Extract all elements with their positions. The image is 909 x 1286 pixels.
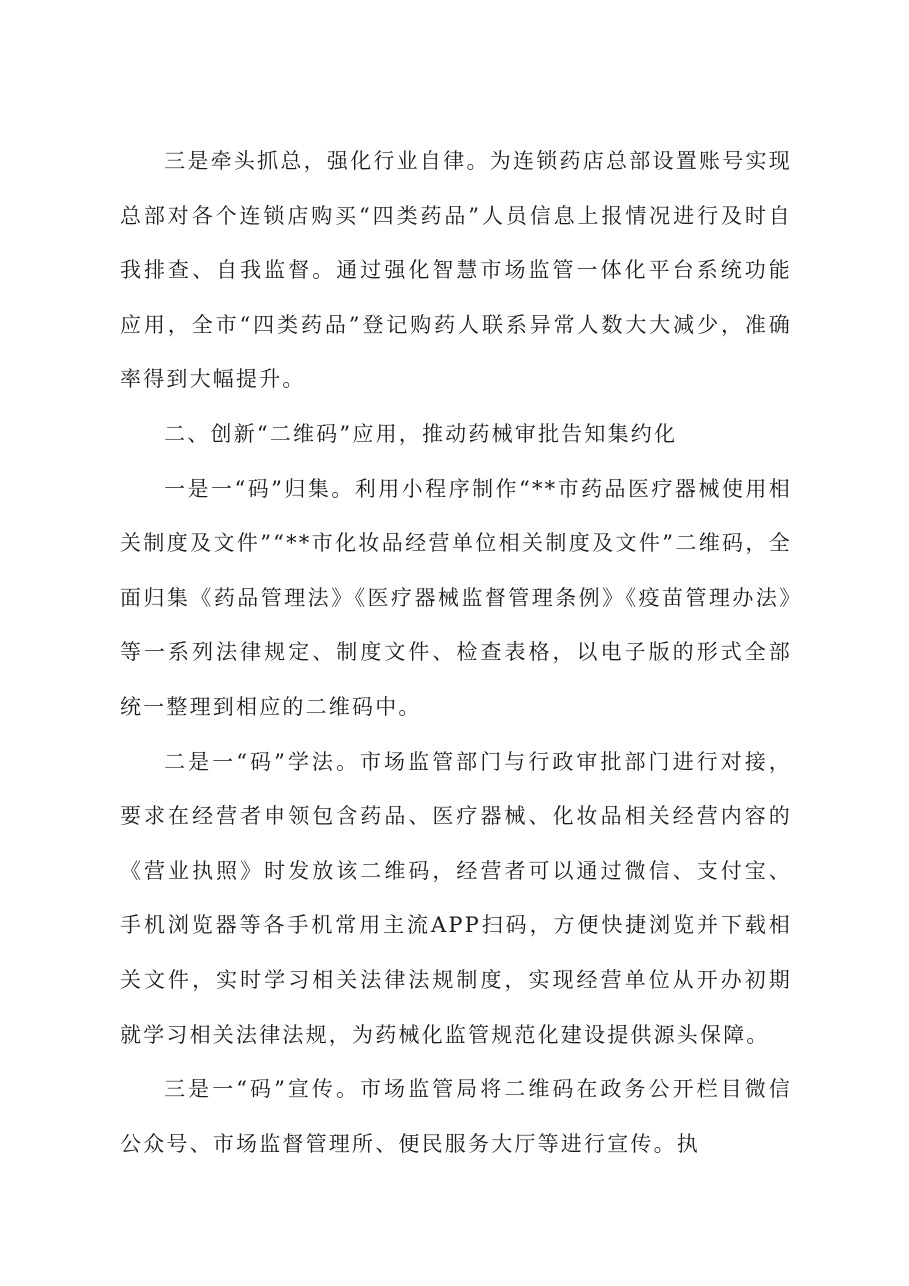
paragraph-code-collection: 一是一“码”归集。利用小程序制作“**市药品医疗器械使用相关制度及文件”“**市化妆品经营单位相关制度及文件”二维码，全面归集《药品管理法》《医疗器械监督管理条例》《疫苗管理办法》等一系列法律规定、制度文件、检查表格，以电子版的形式全部统一整理到相应的二维码中。 [120, 476, 792, 719]
paragraph-code-law-study: 二是一“码”学法。市场监管部门与行政审批部门进行对接，要求在经营者申领包含药品、医疗器械、化妆品相关经营内容的《营业执照》时发放该二维码，经营者可以通过微信、支付宝、手机浏览器等各手机常用主流APP扫码，方便快捷浏览并下载相关文件，实时学习相关法律法规制度，实现经营单位从开办初期就学习相关法律法规，为药械化监管规范化建设提供源头保障。 [120, 749, 792, 1047]
paragraph-self-discipline: 三是牵头抓总，强化行业自律。为连锁药店总部设置账号实现总部对各个连锁店购买“四类药品”人员信息上报情况进行及时自我排查、自我监督。通过强化智慧市场监管一体化平台系统功能应用，全市“四类药品”登记购药人联系异常人数大大减少，准确率得到大幅提升。 [120, 149, 792, 392]
document-body [120, 134, 792, 1171]
section-heading-qr-code: 二、创新“二维码”应用，推动药械审批告知集约化 [164, 421, 678, 446]
paragraph-code-publicity: 三是一“码”宣传。市场监管局将二维码在政务公开栏目微信公众号、市场监督管理所、便民服务大厅等进行宣传。执 [120, 1077, 792, 1156]
